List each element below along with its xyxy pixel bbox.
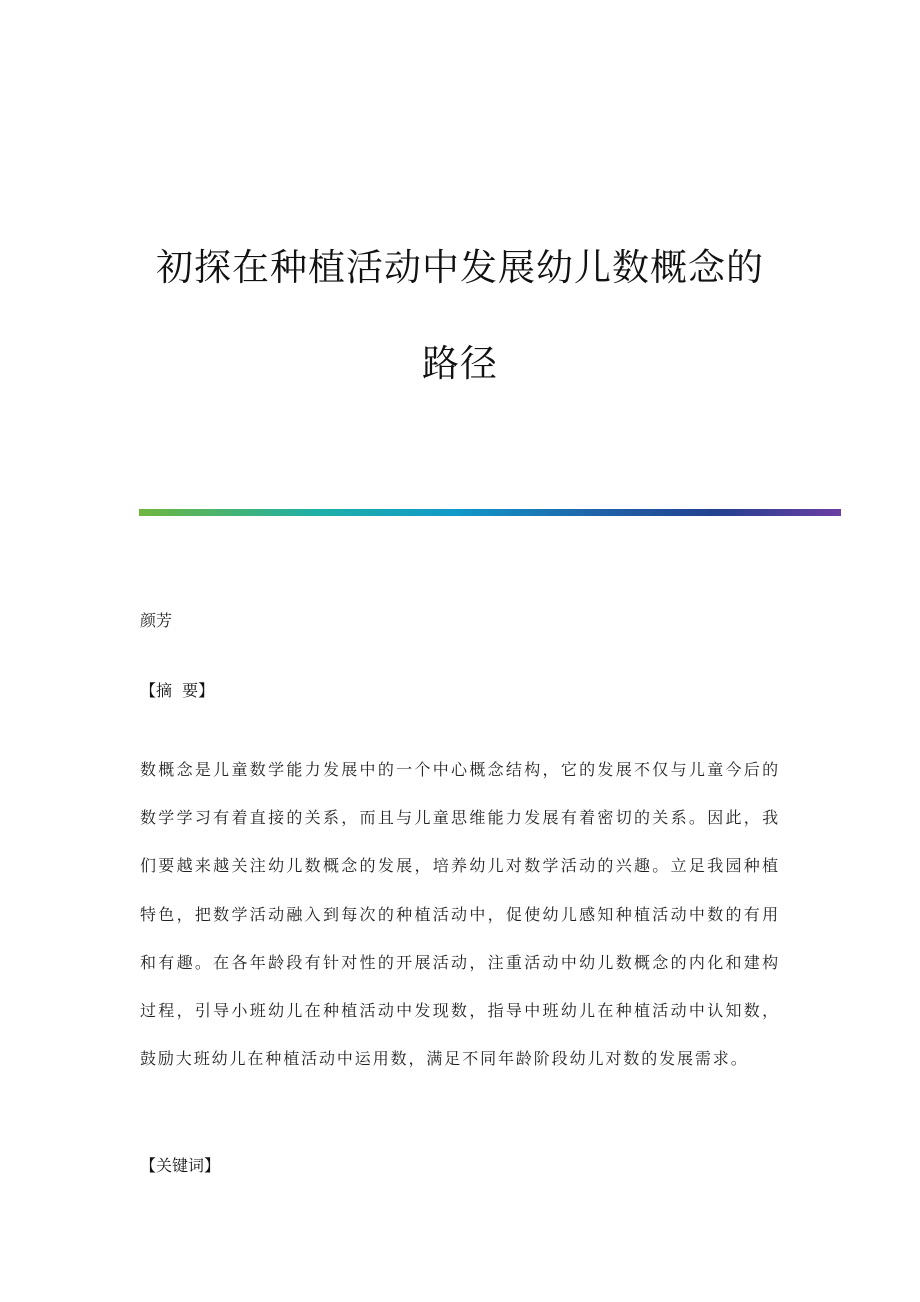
title-divider <box>139 509 841 516</box>
keywords-heading: 【关键词】 <box>140 1156 221 1175</box>
abstract-heading: 【摘 要】 <box>140 681 215 700</box>
author-name: 颜芳 <box>140 611 173 630</box>
document-title: 初探在种植活动中发展幼儿数概念的路径 <box>156 246 764 385</box>
abstract-text: 数概念是儿童数学能力发展中的一个中心概念结构，它的发展不仅与儿童今后的数学学习有着直接的关系，而且与儿童思维能力发展有着密切的关系。因此，我们要越来越关注幼儿数概念的发展，培养幼儿对数学活动的兴趣。立足我园种植特色，把数学活动融入到每次的种植活动中，促使幼儿感知种植活动中数的有用和有趣。在各年龄段有针对性的开展活动，注重活动中幼儿数概念的内化和建构过程，引导小班幼儿在种植活动中发现数，指导中班幼儿在种植活动中认知数，鼓励大班幼儿在种植活动中运用数，满足不同年龄阶段幼儿对数的发展需求。 <box>140 760 780 1069</box>
